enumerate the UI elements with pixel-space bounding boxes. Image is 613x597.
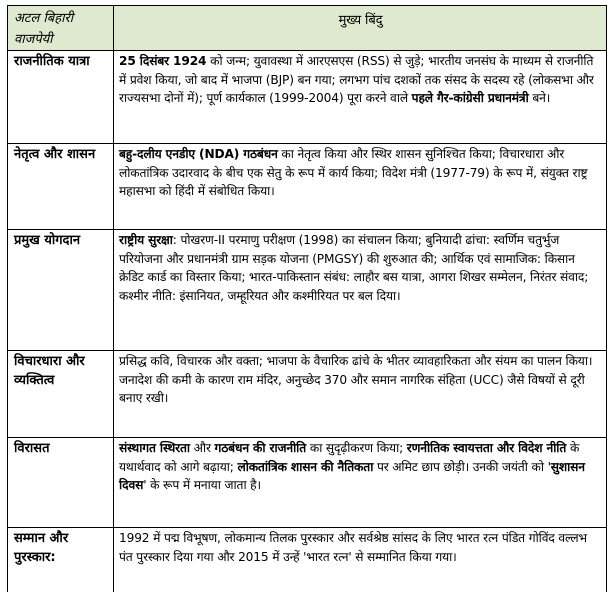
text-segment: बने। [528, 91, 551, 106]
bold-text-segment: रणनीतिक स्वायत्तता और विदेश नीति [406, 441, 567, 455]
text-segment: पर अमिट छाप छोड़ी। उनकी जयंती को ' [373, 459, 551, 474]
row-content [119, 145, 602, 201]
bold-text-segment: बहु-दलीय एनडीए (NDA) गठबंधन [119, 147, 278, 161]
table-row [8, 144, 606, 230]
column-divider [113, 51, 114, 143]
bold-text-segment: राष्ट्रीय सुरक्षा [119, 233, 173, 247]
row-content [119, 439, 602, 495]
row-label: विचारधारा और व्यक्तित्व [14, 354, 85, 388]
table-row [8, 230, 606, 351]
row-label: राजनीतिक यात्रा [14, 54, 90, 69]
text-segment: प्रसिद्ध कवि, विचारक और वक्ता; भाजपा के वैचारिक ढांचे के भीतर व्यावहारिकता और संयम का पालन किया। जनादेश की कमी के कारण राम मंदिर, अनुच्छेद 370 और समान नागरिक संहिता (UCC) जैसे विषयों से दूरी बनाए रखी। [119, 354, 593, 406]
table-row [8, 528, 606, 592]
table-row [8, 438, 606, 528]
row-content [119, 52, 602, 108]
column-divider [113, 230, 114, 350]
table-row [8, 51, 606, 144]
text-segment: के यथार्थवाद को आगे बढ़ाया; [119, 441, 580, 474]
text-segment: 1992 में पद्म विभूषण, लोकमान्य तिलक पुरस्कार और सर्वश्रेष्ठ सांसद के लिए भारत रत्न पंडित गोविंद वल्लभ पंत पुरस्कार दिया गया और 2015 में उन्हें 'भारत रत्न' से सम्मानित किया गया। [119, 531, 587, 564]
bold-text-segment: गठबंधन की राजनीति [214, 441, 307, 455]
text-segment: ' के रूप में मनाया जाता है। [143, 478, 261, 493]
column-divider [113, 351, 114, 437]
row-label: प्रमुख योगदान [14, 233, 81, 248]
text-segment: का सुदृढ़ीकरण किया; [306, 441, 407, 455]
table-row [8, 351, 606, 438]
column-divider [113, 6, 114, 50]
column-divider [113, 528, 114, 592]
bold-text-segment: 25 दिसंबर 1924 [119, 54, 207, 68]
row-content [119, 352, 602, 408]
bold-text-segment: पहले गैर-कांग्रेसी प्रधानमंत्री [411, 91, 529, 106]
bold-text-segment: संस्थागत स्थिरता [119, 441, 190, 455]
row-label: विरासत [14, 441, 50, 456]
summary-table [7, 5, 607, 592]
bold-text-segment: लोकतांत्रिक शासन की नैतिकता [237, 459, 374, 474]
bold-text-segment: सुशासन दिवस [119, 459, 585, 493]
row-label: नेतृत्व और शासन [14, 147, 96, 162]
text-segment: : पोखरण-II परमाणु परीक्षण (1998) का संचालन किया; बुनियादी ढांचा: स्वर्णिम चतुर्भुज परियोजना और प्रधानमंत्री ग्राम सड़क योजना (PMGSY) की शुरुआत की; आर्थिक एवं सामाजिक: किसान क्रेडिट कार्ड का विस्तार किया; भारत-पाकिस्तान संबंध: लाहौर बस यात्रा, आगरा शिखर सम्मेलन, निरंतर संवाद; कश्मीर नीति: इंसानियत, जम्हूरियत और कश्मीरियत पर बल दिया। [119, 233, 589, 303]
row-content [119, 529, 602, 566]
column-divider [113, 438, 114, 527]
header-cell-subject: अटल बिहारी वाजपेयी [14, 11, 74, 47]
text-segment: का नेतृत्व किया और स्थिर शासन सुनिश्चित किया; विचारधारा और लोकतांत्रिक उदारवाद के बीच एक सेतु के रूप में कार्य किया; विदेश मंत्री (1977-79) के रूप में, संयुक्त राष्ट्र महासभा को हिंदी में संबोधित किया। [119, 147, 588, 199]
table-header-row [8, 6, 606, 51]
row-content [119, 231, 602, 305]
text-segment: और [189, 441, 215, 455]
row-label: सम्मान और पुरस्कार: [14, 531, 69, 565]
column-divider [113, 144, 114, 229]
text-segment: को जन्म; युवावस्था में आरएसएस (RSS) से जुड़े; भारतीय जनसंघ के माध्यम से राजनीति में प्रवेश किया, जो बाद में भाजपा (BJP) बन गया; लगभग पांच दशकों तक संसद के सदस्य रहे (लोकसभा और राज्यसभा दोनों में); पूर्ण कार्यकाल (1999-2004) पूरा करने वाले [119, 54, 594, 106]
header-cell-key-points: मुख्य बिंदु [338, 13, 383, 28]
